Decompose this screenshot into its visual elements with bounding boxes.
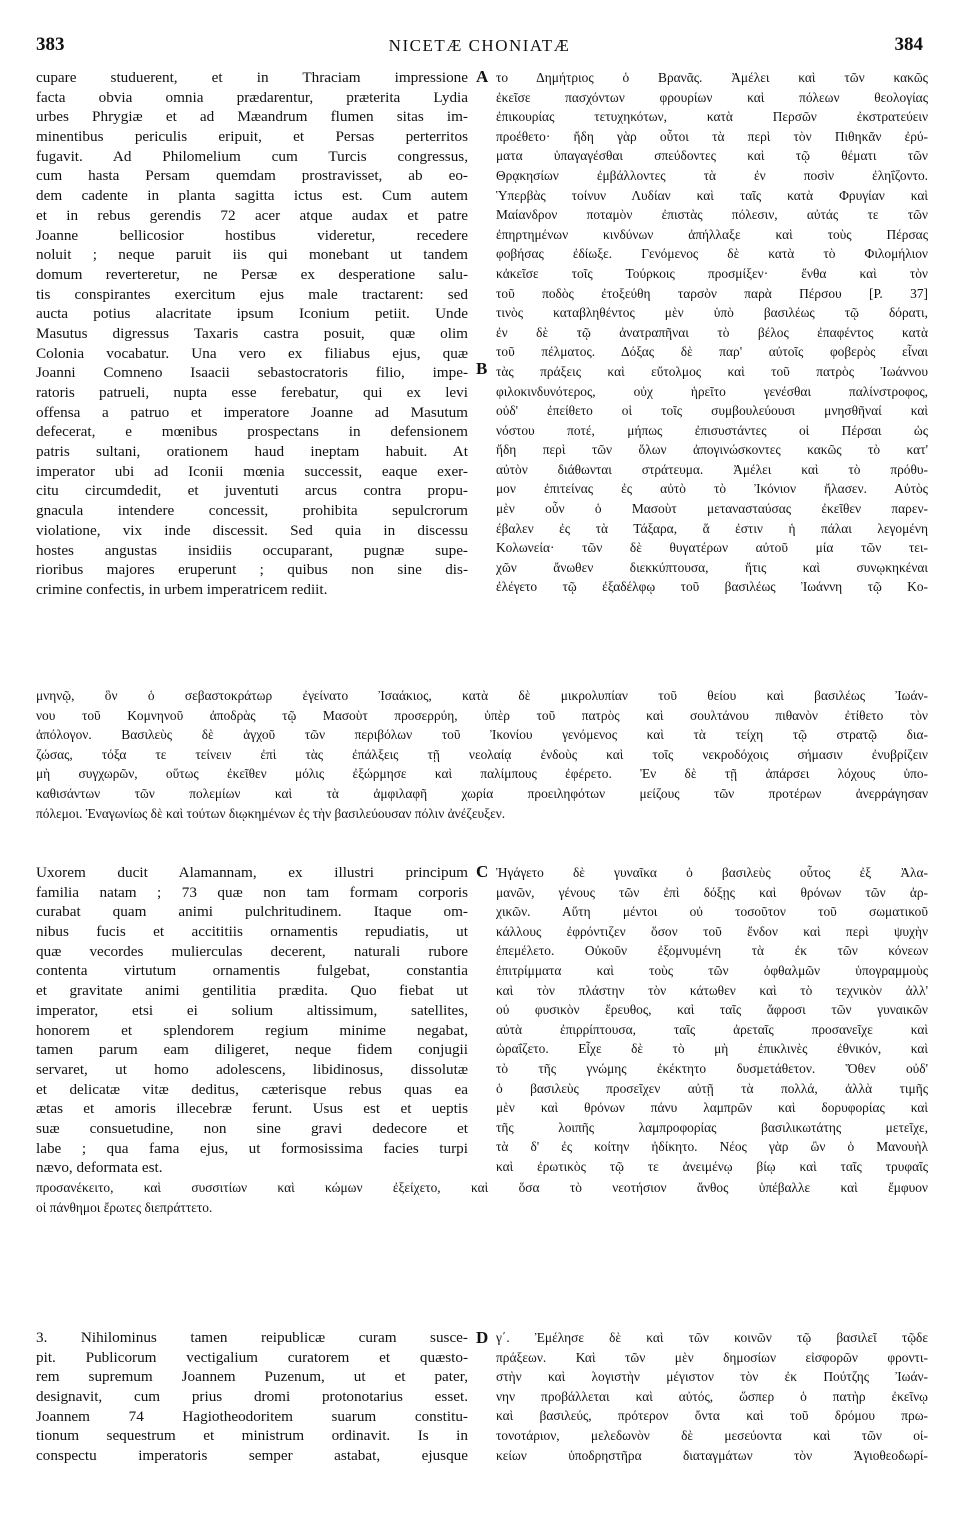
latin-text-line: urbes Phrygiæ et ad Mæandrum flumen sitas im- bbox=[36, 108, 468, 126]
latin-text-line: tis conspirantes exercitum ejus male tractarent: sed bbox=[36, 285, 468, 303]
greek-text-line: ἐν δὲ τῷ ἀνατραπῆναι τὸ βέλος ἐπαφέντος κατὰ bbox=[496, 324, 928, 340]
latin-text-line: cupare studuerent, et in Thraciam impressione bbox=[36, 69, 468, 86]
latin-text-line: tamen parum eam diligeret, neque fidem conjugii bbox=[36, 1041, 468, 1059]
latin-column-c bbox=[36, 863, 468, 1178]
greek-text-line: ἐπηρτημένων κινδύνων ἀπήλλαξε καὶ τοὺς Πέρσας bbox=[496, 226, 928, 242]
page-header bbox=[36, 30, 923, 60]
greek-text-line: Ὑπερβὰς τοίνυν Λυδίαν καὶ ταῖς κατὰ Φρυγίαν καὶ bbox=[496, 187, 928, 203]
latin-text-line: contenta virtutum ornamentis fulgebat, constantia bbox=[36, 962, 468, 980]
latin-text-line: noluit ; neque paruit iis qui monebant ut tandem bbox=[36, 246, 468, 264]
greek-text-line: αὐτὰ ἐπιρρίπτουσα, ταῖς ἀρεταῖς προσανεῖχε καὶ bbox=[496, 1021, 928, 1037]
greek-text-line: νην προβάλλεται καὶ αὐτός, ὥσπερ ὁ πατὴρ ἐκεῖνῳ bbox=[496, 1388, 928, 1404]
greek-text-line: ὁ βασιλεὺς προσεῖχεν αὐτῇ τὰ πολλά, ἀλλὰ τιμῆς bbox=[496, 1080, 928, 1096]
greek-text-line: τοῦ ποδὸς ἐτοξεύθη ταρσὸν παρὰ Πέρσου [P. 37] bbox=[496, 285, 928, 301]
greek-text-line: μὲν καὶ θρόνων πάνυ λαμπρῶν καὶ δορυφορίας καὶ bbox=[496, 1100, 928, 1116]
margin-letter-a: A bbox=[476, 67, 489, 86]
greek-text-line: χικῶν. Αὕτη μέντοι οὐ τοσοῦτον τοῦ σωματικοῦ bbox=[496, 904, 928, 920]
latin-text-line: curabat quam animi pulchritudinem. Itaque om- bbox=[36, 903, 468, 921]
greek-text-line: τονοτάριον, μελεδωνὸν δὲ μεσεύοντα καὶ τῶν οἰ- bbox=[496, 1427, 928, 1443]
latin-column-d bbox=[36, 1328, 468, 1466]
latin-text-line: aucta potius alacritate ipsum Iconium petiit. Unde bbox=[36, 305, 468, 323]
latin-text-line: ætas et amoris illecebræ ferunt. Usus est et ueptis bbox=[36, 1100, 468, 1118]
latin-text-line: nibus fucis et accititiis ornamentis repudiatis, ut bbox=[36, 923, 468, 941]
greek-text-line: ἐκεῖσε πασχόντων φρουρίων καὶ πόλεων θεολογίας bbox=[496, 89, 928, 105]
margin-letter-b: B bbox=[476, 359, 488, 378]
greek-text-line: μὲν οὖν ὁ Μασοὺτ μετανασταύσας ἐκεῖθεν παρεν- bbox=[496, 501, 928, 517]
greek-text-line: τὰς πράξεις καὶ εὔτολμος καὶ τοῦ πατρὸς Ἰωάννου bbox=[496, 363, 928, 379]
latin-text-line: domum reverteretur, ne Persæ ex desperatione salu- bbox=[36, 265, 468, 283]
left-page-number: 383 bbox=[36, 34, 65, 55]
greek-text-line: ἐπικουρίας τετυχηκότων, κατὰ Περσῶν ἐκστρατεύειν bbox=[496, 109, 928, 125]
latin-text-line: hostes angustas insidiis occuparant, pugnæ supe- bbox=[36, 541, 468, 559]
latin-text-line: quæ vecordes mulierculas decerent, naturali rubore bbox=[36, 942, 468, 960]
greek-text-line: ἐπιτρίμματα καὶ τοὺς τῶν ὀφθαλμῶν ὑπογραμμοὺς bbox=[496, 962, 928, 978]
greek-text-line: ἐλέγετο τῷ ἐξαδέλφῳ τοῦ βασιλέως Ἰωάννη τῷ Κο- bbox=[496, 579, 928, 595]
greek-text-line: καθισάντων τῶν πολεμίων καὶ τὰ ἀμφιλαφῆ χωρία προειληφότων μείζους τῶν προτέρων ἀνερράγησαν bbox=[36, 785, 928, 801]
greek-text-line: νου τοῦ Κομνηνοῦ ἀποδρὰς τῷ Μασοὺτ προσερρύη, ὑπὲρ τοῦ πατρὸς καὶ σουλτάνου πιθανὸν ἐτίθετο τὸν bbox=[36, 707, 928, 723]
latin-text-line: rem supremum Joannem Puzenum, ut et pater, bbox=[36, 1368, 468, 1386]
greek-text-line: πράξεων. Καὶ τῶν μὲν δημοσίων εἰσφορῶν φροντι- bbox=[496, 1349, 928, 1365]
greek-text-line: κείων ὑποδρηστῆρα διαταγμάτων τὸν Ἁγιοθεοδωρί- bbox=[496, 1447, 928, 1463]
latin-text-line: rioribus majores eruperunt ; quibus non sine dis- bbox=[36, 561, 468, 579]
greek-text-line: το Δημήτριος ὁ Βρανᾶς. Ἀμέλει καὶ τῶν κακῶς bbox=[496, 70, 928, 85]
greek-text-line: οὐ φυσικὸν ἔρευθος, καὶ ταῖς ἄφροσι τῶν γυναικῶν bbox=[496, 1002, 928, 1018]
latin-text-line: Uxorem ducit Alamannam, ex illustri principum bbox=[36, 864, 468, 881]
greek-text-line: φοβήσας ἐδίωξε. Γενόμενος δὲ κατὰ τὸ Φιλομήλιον bbox=[496, 246, 928, 262]
greek-text-line: αὐτὸν διάθωνται στράτευμα. Ἀμέλει καὶ τὸ πρόθυ- bbox=[496, 461, 928, 477]
latin-text-line: patris sultani, orationem haud ineptam habuit. At bbox=[36, 443, 468, 461]
latin-text-line: Masutus digressus Taxaris castra posuit, quæ olim bbox=[36, 324, 468, 342]
greek-text-line: ἐπεμέλετο. Οὐκοῦν ἐξομνυμένη τὰ ἐκ τῶν κόνεων bbox=[496, 943, 928, 959]
latin-text-line: ratoris patrueli, nupta esse ferebatur, qui ex levi bbox=[36, 384, 468, 401]
greek-text-line: τὰ δ' ἐς κοίτην ἠδίκητο. Νέος γὰρ ὢν ὁ Μανουὴλ bbox=[496, 1139, 928, 1155]
latin-text-line: violatione, vix inde discessit. Sed quia in discessu bbox=[36, 521, 468, 539]
greek-column-a bbox=[496, 68, 928, 597]
greek-text-line: έβαλεν ἐς τὰ Τάξαρα, ἅ ἐστιν ἡ πάλαι λεγομένη bbox=[496, 520, 928, 536]
greek-text-line: Κολωνεία· τῶν δὲ θυγατέρων αὐτοῦ μία τῶν τει- bbox=[496, 540, 928, 556]
greek-text-line: ματα ὑπαγαγέσθαι σπεύδοντες καὶ τῷ θέματι τῶν bbox=[496, 148, 928, 164]
greek-text-line: προσανέκειτο, καὶ συσσιτίων καὶ κώμων ἐξείχετο, καὶ ὅσα τὸ νεοτήσιον ἄνθος ὑπέβαλλε καὶ ἔμφυον bbox=[36, 1180, 928, 1195]
latin-text-line: Joanne bellicosior hostibus videretur, recedere bbox=[36, 226, 468, 244]
latin-text-line: et in rebus gerendis 72 acer atque audax et patre bbox=[36, 206, 468, 224]
greek-text-line: μνηνῷ, ὃν ὁ σεβαστοκράτωρ ἐγείνατο Ἰσαάκιος, κατὰ δὲ μικρολυπίαν τοῦ θείου καὶ βασιλέως Ἰωάν- bbox=[36, 688, 928, 703]
latin-text-line: servaret, ut homo adolescens, libidinosus, dissolutæ bbox=[36, 1060, 468, 1078]
greek-text-line: τοῦ πέλματος. Δόξας δὲ παρ' αὐτοῖς φοβερὸς εἶναι bbox=[496, 344, 928, 360]
running-title: NICETÆ CHONIATÆ bbox=[388, 36, 571, 55]
latin-text-line: labe ; qua fama ejus, ut formosissima facies turpi bbox=[36, 1139, 468, 1157]
greek-text-line: μον ἐπιτείνας ἐς αὐτὸ τὸ Ἰκόνιον ἤλασεν. Αὐτὸς bbox=[496, 481, 928, 497]
latin-text-line: Colonia vocabatur. Una vero ex filiabus ejus, quæ bbox=[36, 344, 468, 362]
latin-text-line: imperator ubi ad Iconii mœnia successit, eaque exer- bbox=[36, 462, 468, 480]
greek-text-line: κάλλους ἐφρόντιζεν ὅσον τοῦ ἔνδον καὶ περὶ ψυχὴν bbox=[496, 923, 928, 939]
greek-text-line: οἱ πάνθημοι ἔρωτες διεπράττετο. bbox=[36, 1199, 213, 1215]
greek-column-d bbox=[496, 1328, 928, 1465]
greek-text-line: κἀκεῖσε τοῖς Τούρκοις προσμίξεν· ἔνθα καὶ τὸν bbox=[496, 265, 928, 281]
latin-text-line: nævo, deformata est. bbox=[36, 1159, 163, 1177]
greek-text-line: ζώσας, τόξα τε τείνειν ἐπὶ τὰς ἐπάλξεις τῇ νεολαίᾳ ἐνδοὺς καὶ τοῖς νεκροδόχοις σήμασιν ἐνυβρίζειν bbox=[36, 746, 928, 762]
greek-text-line: τινὸς καταβληθέντος μὲν ὑπὸ βασιλέως τῷ δόρατι, bbox=[496, 305, 928, 321]
greek-text-line: γ΄. Ἐμέλησε δὲ καὶ τῶν κοινῶν τῷ βασιλεῖ τῷδε bbox=[496, 1330, 928, 1345]
greek-text-line: Μαίανδρον ποταμὸν ἐπιστὰς πόλεσιν, αὐτάς τε τῶν bbox=[496, 207, 928, 223]
greek-text-line: καὶ βασιλεύς, πρότερον ὄντα καὶ τοῦ δρόμου πρω- bbox=[496, 1408, 928, 1424]
margin-letter-c: C bbox=[476, 862, 489, 881]
latin-text-line: citu circumdedit, et juventuti arcus contra propu- bbox=[36, 482, 468, 500]
latin-text-line: offensa a patruo et imperatore Joanne ad Masutum bbox=[36, 403, 468, 421]
latin-text-line: facta obvia omnia prædarentur, præterita Lydia bbox=[36, 88, 468, 106]
latin-text-line: 3. Nihilominus tamen reipublicæ curam susce- bbox=[36, 1329, 468, 1346]
latin-text-line: Joannem 74 Hagiotheodoritem suarum constitu- bbox=[36, 1407, 468, 1425]
greek-text-line: μανῶν, γένους τῶν ἐπὶ δόξῃς καὶ θρόνων τῶν ἀρ- bbox=[496, 884, 928, 900]
greek-text-line: φιλοκινδυνότερος, οὐχ ἡρεῖτο γενέσθαι παλίνστροφος, bbox=[496, 383, 928, 399]
greek-text-line: τῆς λοιπῆς λαμπροφορίας βασιλικωτάτης μετεῖχε, bbox=[496, 1119, 928, 1135]
latin-text-line: crimine confectis, in urbem imperatricem rediit. bbox=[36, 580, 328, 598]
greek-text-line: καὶ τὸν πλάστην τὸν κάτωθεν καὶ τὸ τεχνικὸν ἀλλ' bbox=[496, 982, 928, 998]
greek-text-line: πόλεμοι. Ἐναγωνίως δὲ καὶ τούτων διῳκημένων ἐς τὴν βασιλεύουσαν πόλιν ἀνέζευξεν. bbox=[36, 805, 506, 821]
latin-text-line: et gravitate animi gentilitia prædita. Quo fiebat ut bbox=[36, 982, 468, 1000]
greek-full-width-c bbox=[36, 1178, 928, 1217]
greek-text-line: χῶν ἄνωθεν διεκκύπτουσα, ἥτις καὶ συνῳκηκέναι bbox=[496, 559, 928, 575]
latin-text-line: cum hasta Persam quemdam prostravisset, ab eo- bbox=[36, 167, 468, 185]
latin-column-a bbox=[36, 68, 468, 600]
latin-text-line: designavit, cum prius dromi protonotarius esset. bbox=[36, 1388, 468, 1406]
greek-text-line: νόστου ποτέ, μήπως ἐπισυστάντες οἱ Πέρσαι ὡς bbox=[496, 422, 928, 438]
greek-text-line: Ἠγάγετο δὲ γυναῖκα ὁ βασιλεὺς οὗτος ἐξ Ἀλα- bbox=[496, 865, 928, 880]
greek-full-width-a bbox=[36, 686, 928, 823]
greek-text-line: ἀπόλογον. Βασιλεὺς δὲ ἀγχοῦ τῶν περιβόλων τοῦ Ἰκονίου γενόμενος καὶ τὰ τείχη τῷ στρατῷ δια- bbox=[36, 727, 928, 743]
greek-column-c bbox=[496, 863, 928, 1177]
greek-text-line: οὐδ' ἐπείθετο οἱ τοῖς συμβουλεύουσι μνησθῆναί καὶ bbox=[496, 403, 928, 419]
greek-text-line: μὴ συγχωρῶν, οὕτως ἐκεῖθεν μόλις ἐξώρμησε καὶ παλίμπους ἐφέρετο. Ἐν δὲ τῇ ἀπάρσει λόχους ὑπο- bbox=[36, 766, 928, 782]
greek-text-line: Θρᾳκησίων ἐμβάλλοντες τὰ ἐν ποσὶν ἐληΐζοντο. bbox=[496, 167, 928, 183]
latin-text-line: suæ consuetudine, non sine gravi dedecore et bbox=[36, 1119, 468, 1137]
latin-text-line: Joanni Comneno Isaacii sebastocratoris filio, impe- bbox=[36, 364, 468, 382]
latin-text-line: tionum sequestrum et ministrum ordinavit. Is in bbox=[36, 1427, 468, 1445]
latin-text-line: et delicatæ vitæ deditus, cæterisque rebus quas ea bbox=[36, 1080, 468, 1098]
greek-text-line: ἤδη περὶ τῶν ὅλων ἀπογινώσκοντες κακῶς τὸ κατ' bbox=[496, 442, 928, 458]
latin-text-line: honorem et splendorem regium minime negabat, bbox=[36, 1021, 468, 1039]
margin-letter-d: D bbox=[476, 1328, 489, 1347]
greek-text-line: προέθετο· ἤδη γὰρ οὗτοι τὰ περὶ τὸν Πιθηκᾶν ἐρύ- bbox=[496, 128, 928, 144]
latin-text-line: pit. Publicorum vectigalium curatorem et quæsto- bbox=[36, 1348, 468, 1366]
greek-text-line: στὴν καὶ λογιστὴν μέγιστον τὸν ἐκ Πούτζης Ἰωάν- bbox=[496, 1369, 928, 1385]
latin-text-line: defecerat, e mœnibus prospectans in defensionem bbox=[36, 423, 468, 441]
latin-text-line: minentibus periculis eripuit, et Persas perterritos bbox=[36, 128, 468, 146]
latin-text-line: dem cadente in planta sagitta ictus est. Cum autem bbox=[36, 187, 468, 205]
greek-text-line: καὶ ἐρωτικὸς τῷ τε ἀνειμένῳ βίῳ καὶ ταῖς τρυφαῖς bbox=[496, 1158, 928, 1174]
greek-text-line: τὸ τῆς γνώμης ἐκέκτητο δυσμετάθετον. Ὅθεν οὐδ' bbox=[496, 1060, 928, 1076]
greek-text-line: ὡραΐζετο. Εἶχε δὲ τὸ μὴ ἐπικλινὲς ἐθνικόν, καὶ bbox=[496, 1041, 928, 1057]
latin-text-line: familia natam ; 73 quæ non tam formam corporis bbox=[36, 883, 468, 901]
latin-text-line: conspectu imperatoris semper astabat, ejusque bbox=[36, 1447, 468, 1465]
latin-text-line: gnacula intendere concessit, prohibita sepulcrorum bbox=[36, 502, 468, 520]
latin-text-line: imperator, etsi ei solium altissimum, satellites, bbox=[36, 1001, 468, 1019]
latin-text-line: fugavit. Ad Philomelium cum Turcis congressus, bbox=[36, 147, 468, 165]
right-page-number: 384 bbox=[894, 34, 923, 55]
